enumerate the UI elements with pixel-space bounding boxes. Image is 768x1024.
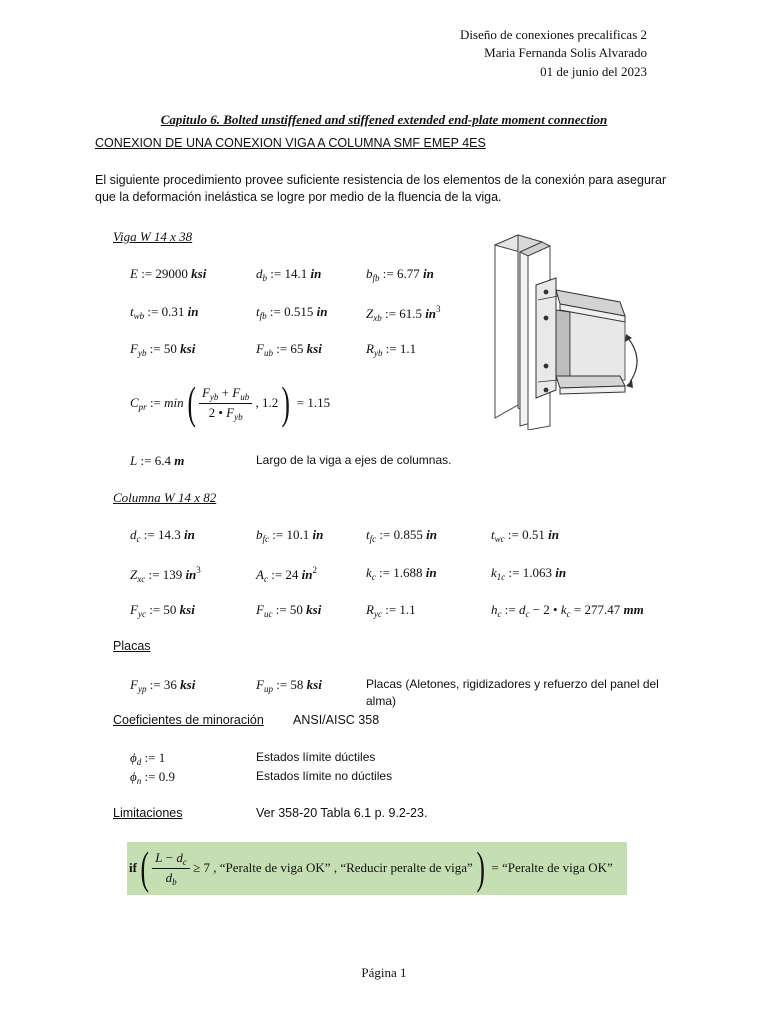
eq-E: E := 29000 ksi xyxy=(130,266,207,281)
header-author: Maria Fernanda Solis Alvarado xyxy=(484,45,647,60)
cpr-fraction: $\frac{F_{yb} + F_{ub}}{2 • F_{yb}}$ xyxy=(199,385,252,422)
L-description: Largo de la viga a ejes de columnas. xyxy=(256,453,452,467)
eq-tfb: $t_{fb}$ := 0.515 in xyxy=(256,304,328,321)
eq-db: $d_b$ := 14.1 in xyxy=(256,266,322,283)
eq-dc: $d_c$ := 14.3 in xyxy=(130,527,195,544)
eq-Fuc: $F_{uc}$ := 50 ksi xyxy=(256,602,322,619)
eq-hc: $h_c$ := $d_c - 2$ • $k_c = 277.47$ mm xyxy=(491,602,644,619)
eq-kc: $k_c$ := 1.688 in xyxy=(366,565,437,582)
eq-Zxc: $Z_{xc}$ := 139 $in^3$ xyxy=(130,565,201,584)
coef-standard: ANSI/AISC 358 xyxy=(293,713,380,727)
placas-title: Placas xyxy=(113,639,151,653)
depth-ratio-fraction: $\frac{L - d_c}{d_b}$ xyxy=(152,850,190,887)
columna-title: Columna W 14 x 82 xyxy=(113,490,217,505)
eq-bfb: $b_{fb}$ := 6.77 in xyxy=(366,266,434,283)
eq-tfc: $t_{fc}$ := 0.855 in xyxy=(366,527,437,544)
eq-depth-check: if( $\frac{L - d_c}{d_b}$ ≥ 7 , “Peralte de viga OK” , “Reducir peralte de viga”) = “Peralte de viga OK” xyxy=(129,842,613,893)
eq-twb: $t_{wb}$ := 0.31 in xyxy=(130,304,199,321)
eq-L: L := 6.4 m xyxy=(130,453,185,468)
eq-Fyc: $F_{yc}$ := 50 ksi xyxy=(130,602,195,619)
eq-Fub: $F_{ub}$ := 65 ksi xyxy=(256,341,322,358)
eq-phin: $\phi_n$ := 0.9 xyxy=(130,769,175,786)
eq-Cpr: $C_{pr}$ := min( $\frac{F_{yb} + F_{ub}}{2 • F_{yb}}$ , 1.2) = 1.15 xyxy=(130,377,331,428)
intro-paragraph: El siguiente procedimiento provee suficiente resistencia de los elementos de la conexión para asegurar que la deformación inelástica se logre por medio de la fluencia de la viga. xyxy=(95,173,667,204)
phid-description: Estados límite dúctiles xyxy=(256,750,376,764)
eq-Fyp: $F_{yp}$ := 36 ksi xyxy=(130,677,196,694)
eq-Fyb: $F_{yb}$ := 50 ksi xyxy=(130,341,196,358)
eq-bfc: $b_{fc}$ := 10.1 in xyxy=(256,527,324,544)
header-date: 01 de junio del 2023 xyxy=(540,64,647,79)
eq-phid: $\phi_d$ := 1 xyxy=(130,750,166,767)
phin-description: Estados límite no dúctiles xyxy=(256,769,393,783)
eq-twc: $t_{wc}$ := 0.51 in xyxy=(491,527,559,544)
limitaciones-reference: Ver 358-20 Tabla 6.1 p. 9.2-23. xyxy=(256,806,428,820)
viga-title: Viga W 14 x 38 xyxy=(113,229,193,244)
eq-Ryc: $R_{yc}$ := 1.1 xyxy=(366,602,416,619)
placas-description: Placas (Aletones, rigidizadores y refuerzo del panel del alma) xyxy=(366,677,659,708)
eq-Ac: $A_c$ := 24 $in^2$ xyxy=(256,565,317,584)
limitaciones-title: Limitaciones xyxy=(113,806,183,820)
eq-k1c: $k_{1c}$ := 1.063 in xyxy=(491,565,567,582)
eq-Fup: $F_{up}$ := 58 ksi xyxy=(256,677,322,694)
section-title: CONEXION DE UNA CONEXION VIGA A COLUMNA SMF EMEP 4ES xyxy=(95,136,486,150)
coef-title: Coeficientes de minoración xyxy=(113,713,264,727)
connection-diagram xyxy=(480,230,650,430)
header-document-title: Diseño de conexiones precalificas 2 xyxy=(460,27,647,42)
chapter-title: Capitulo 6. Bolted unstiffened and stiffened extended end-plate moment connection xyxy=(160,112,608,127)
page-number: Página 1 xyxy=(361,965,407,980)
eq-Ryb: $R_{yb}$ := 1.1 xyxy=(366,341,417,358)
eq-Zxb: $Z_{xb}$ := 61.5 $in^3$ xyxy=(366,304,441,323)
